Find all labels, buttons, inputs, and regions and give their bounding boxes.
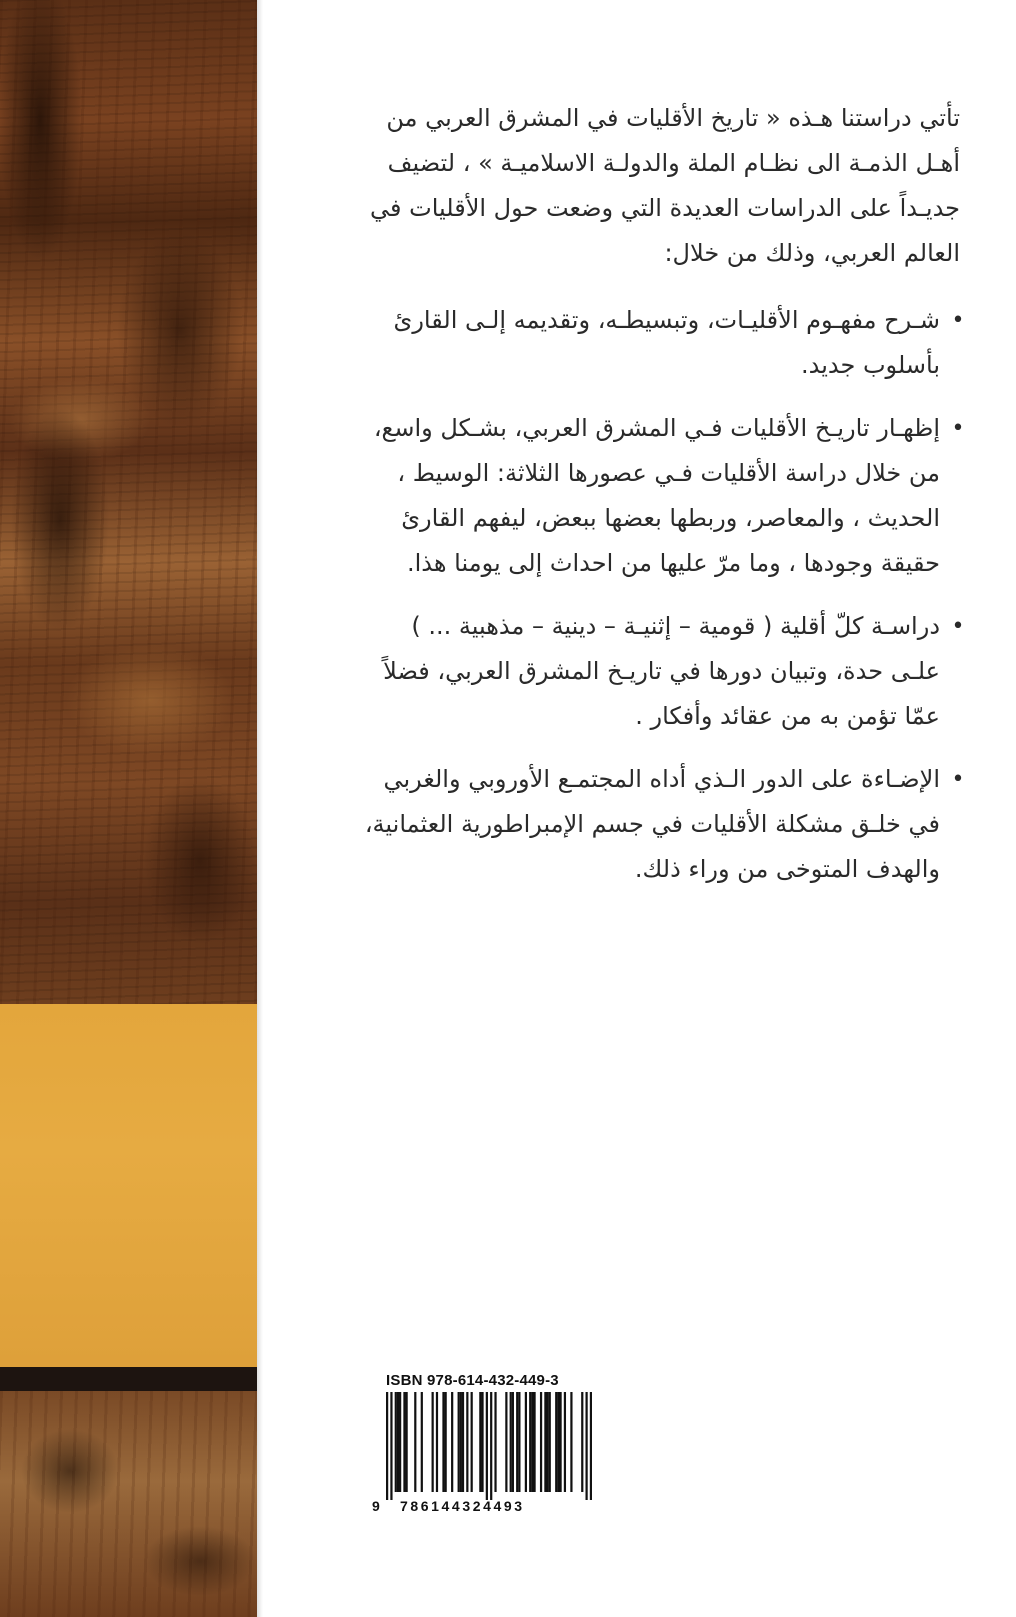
bullet-line: والهدف المتوخى من وراء ذلك. xyxy=(634,855,940,883)
barcode-bar xyxy=(505,1392,507,1492)
barcode-bar xyxy=(555,1392,557,1492)
barcode-bar xyxy=(564,1392,566,1492)
barcode-bar xyxy=(414,1392,416,1492)
barcode-bar xyxy=(471,1392,473,1492)
barcode-bar xyxy=(421,1392,423,1492)
ean-digits: 786144324493 xyxy=(400,1498,525,1514)
barcode-bar xyxy=(403,1392,405,1492)
barcode-bar xyxy=(442,1392,444,1492)
barcode-bar xyxy=(531,1392,533,1492)
barcode-bars xyxy=(386,1392,592,1500)
barcode-bar xyxy=(406,1392,408,1492)
barcode-bar xyxy=(516,1392,518,1492)
intro-paragraph xyxy=(300,96,970,276)
barcode-bar xyxy=(529,1392,531,1492)
dark-divider-band xyxy=(0,1367,257,1391)
wood-texture-lower xyxy=(0,1391,257,1617)
barcode-bar xyxy=(540,1392,542,1492)
barcode-bar xyxy=(512,1392,514,1492)
barcode-bar xyxy=(559,1392,561,1492)
isbn-barcode xyxy=(372,1372,594,1518)
barcode-bar xyxy=(590,1392,592,1500)
barcode-bar xyxy=(525,1392,527,1492)
barcode-bar xyxy=(479,1392,481,1492)
bullet-line: الحديث ، والمعاصر، وربطها بعضها ببعض، ليفهم القارئ xyxy=(401,504,940,532)
bullet-line: إظهـار تاريـخ الأقليات فـي المشرق العربي، بشـكل واسع، xyxy=(373,414,940,442)
bullet-line: الإضـاءة على الدور الـذي أداه المجتمـع الأوروبي والغربي xyxy=(383,765,940,793)
bullet-icon: • xyxy=(951,416,965,441)
bullet-line: بأسلوب جديد. xyxy=(800,351,940,379)
barcode-bar xyxy=(458,1392,460,1492)
barcode-bar xyxy=(432,1392,434,1492)
gold-color-band xyxy=(0,1004,257,1367)
barcode-bar xyxy=(533,1392,535,1492)
bullet-line: عمّا تؤمن به من عقائد وأفكار . xyxy=(635,702,940,730)
barcode-bar xyxy=(460,1392,462,1492)
barcode-bar xyxy=(397,1392,399,1492)
intro-line: جديـداً على الدراسات العديدة التي وضعت حول الأقليات في xyxy=(370,194,960,222)
bullet-list xyxy=(300,298,970,892)
bullet-line: حقيقة وجودها ، وما مرّ عليها من احداث إلى يومنا هذا. xyxy=(407,549,940,577)
bullet-item xyxy=(300,406,970,586)
barcode-bar xyxy=(390,1392,392,1500)
barcode-bar xyxy=(510,1392,512,1492)
barcode-bar xyxy=(481,1392,483,1492)
bullet-line: دراسـة كلّ أقلية ( قومية – إثنيـة – دينية – مذهبية ... ) xyxy=(411,612,940,640)
barcode-bar xyxy=(399,1392,401,1492)
barcode-bar xyxy=(570,1392,572,1492)
barcode-bar xyxy=(462,1392,464,1492)
barcode-bar xyxy=(518,1392,520,1492)
barcode-bar xyxy=(546,1392,548,1492)
barcode-bar xyxy=(581,1392,583,1492)
barcode-bar xyxy=(445,1392,447,1492)
barcode-bar xyxy=(490,1392,492,1500)
barcode-bar xyxy=(544,1392,546,1492)
barcode-bar xyxy=(494,1392,496,1492)
barcode-bar xyxy=(436,1392,438,1492)
bullet-item xyxy=(300,604,970,739)
barcode-bar xyxy=(486,1392,488,1500)
intro-line: العالم العربي، وذلك من خلال: xyxy=(664,239,960,267)
isbn-label: ISBN 978-614-432-449-3 xyxy=(386,1372,559,1389)
bullet-line: من خلال دراسة الأقليات فـي عصورها الثلاثة: الوسيط ، xyxy=(397,459,940,487)
barcode-bar xyxy=(451,1392,453,1492)
bullet-icon: • xyxy=(951,614,965,639)
barcode-bar xyxy=(395,1392,397,1492)
intro-line: أهـل الذمـة الى نظـام الملة والدولـة الاسلاميـة » ، لتضيف xyxy=(387,149,960,177)
barcode-bar xyxy=(466,1392,468,1492)
blurb-text xyxy=(300,96,970,910)
barcode-bar xyxy=(557,1392,559,1492)
bullet-line: شـرح مفهـوم الأقليـات، وتبسيطـه، وتقديمه إلـى القارئ xyxy=(393,306,940,334)
spine-shadow xyxy=(257,0,263,1617)
barcode-bar xyxy=(549,1392,551,1492)
barcode-bar xyxy=(386,1392,388,1500)
bullet-icon: • xyxy=(951,308,965,333)
bullet-item xyxy=(300,757,970,892)
bullet-line: في خلـق مشكلة الأقليات في جسم الإمبراطورية العثمانية، xyxy=(364,810,940,838)
ean-first-digit: 9 xyxy=(372,1498,380,1514)
bullet-icon: • xyxy=(951,767,965,792)
wood-texture-strip xyxy=(0,0,257,1004)
bullet-line: علـى حدة، وتبيان دورها في تاريـخ المشرق العربي، فضلاً xyxy=(383,657,940,685)
barcode-bar xyxy=(585,1392,587,1500)
intro-line: تأتي دراستنا هـذه « تاريخ الأقليات في المشرق العربي من xyxy=(386,104,960,132)
bullet-item xyxy=(300,298,970,388)
